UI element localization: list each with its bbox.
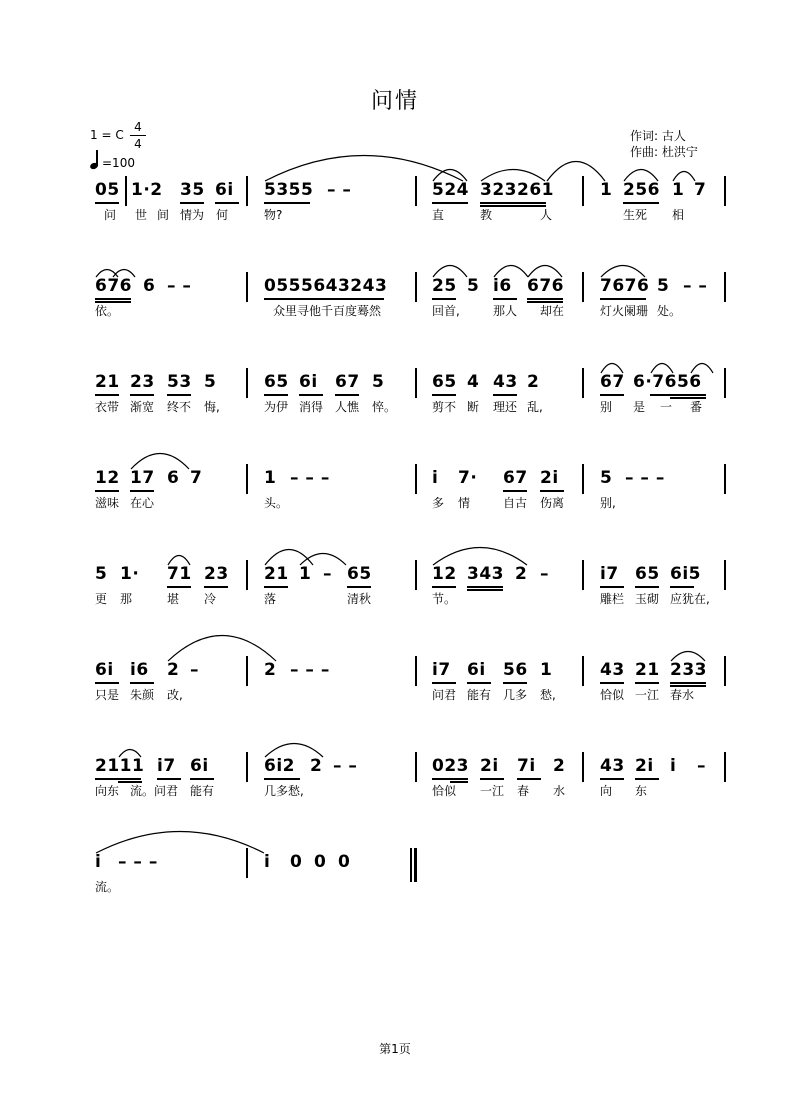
song-title: 问情	[370, 89, 419, 114]
note-group: 7·	[458, 468, 478, 488]
lyric-text: 理还	[493, 400, 518, 414]
slur-mark	[672, 170, 696, 182]
beam-underline	[432, 586, 456, 588]
note-group: 1·2	[131, 180, 163, 200]
note-group: 2i	[480, 756, 499, 776]
note-group: 65	[264, 372, 289, 392]
note-group: 0	[314, 852, 327, 872]
note-group: 323261	[480, 180, 554, 200]
note-group: –	[323, 564, 332, 584]
note-group: i6	[130, 660, 149, 680]
beam-underline	[517, 778, 541, 780]
beam-underline	[635, 778, 659, 780]
note-group: i	[95, 852, 102, 872]
beam-underline	[600, 778, 624, 780]
bar-line	[415, 272, 417, 302]
lyric-text: 雕栏	[600, 592, 625, 606]
bar-line	[724, 560, 726, 590]
note-group: 6	[143, 276, 156, 296]
beam-underline	[215, 202, 239, 204]
note-group: 05	[95, 180, 120, 200]
beam-underline	[95, 394, 119, 396]
beam-underline	[95, 202, 119, 204]
slur-mark	[112, 268, 136, 278]
lyric-text: 更	[95, 592, 108, 606]
lyric-text: 应犹在,	[670, 592, 710, 606]
beam-underline	[264, 586, 288, 588]
score-system	[0, 852, 790, 912]
beam-underline	[467, 682, 491, 684]
bar-line	[415, 752, 417, 782]
key-signature: 1 = C	[90, 128, 124, 142]
tempo-value: =100	[102, 156, 135, 170]
lyric-text: 自古	[503, 496, 528, 510]
lyric-text: 教	[480, 208, 493, 222]
slur-mark	[600, 264, 646, 278]
note-group: 56	[503, 660, 528, 680]
beam-underline	[167, 586, 191, 588]
note-group: 71	[167, 564, 192, 584]
note-group: 35	[180, 180, 205, 200]
beam-underline	[432, 298, 456, 300]
time-signature	[130, 120, 146, 151]
bar-line	[582, 464, 584, 494]
beam-underline	[264, 202, 310, 204]
note-group: 7676	[600, 276, 650, 296]
lyric-text: 别	[600, 400, 613, 414]
lyricist: 作词: 古人	[630, 129, 686, 143]
tempo-marking	[90, 150, 135, 170]
lyric-text: 终不	[167, 400, 192, 414]
note-group: 676	[527, 276, 564, 296]
beam-underline	[299, 394, 323, 396]
beam-underline	[167, 394, 191, 396]
note-group: i6	[493, 276, 512, 296]
slur-mark	[546, 160, 606, 182]
lyric-text: 春	[517, 784, 530, 798]
note-group: 6i2	[264, 756, 295, 776]
lyric-text: 流。问君	[130, 784, 179, 798]
score-system	[0, 660, 790, 720]
time-signature-bottom: 4	[134, 137, 142, 151]
lyric-text: 愁,	[540, 688, 556, 702]
bar-line	[415, 368, 417, 398]
beam-underline	[204, 586, 228, 588]
note-group: 6	[167, 468, 180, 488]
lyric-text: 改,	[167, 688, 183, 702]
lyric-text: 向	[600, 784, 613, 798]
slur-mark	[670, 650, 706, 662]
note-group: 65	[635, 564, 660, 584]
beam-underline	[264, 298, 384, 300]
beam-underline	[670, 682, 706, 684]
note-group: i	[264, 852, 271, 872]
beam-underline	[670, 586, 694, 588]
lyric-text: 流。	[95, 880, 120, 894]
beam-underline	[467, 586, 503, 588]
note-group: 2	[515, 564, 528, 584]
beam-underline	[190, 778, 214, 780]
beam-underline	[130, 682, 154, 684]
lyric-text: 一	[660, 400, 673, 414]
lyric-text: 几多	[503, 688, 528, 702]
note-group: 1	[600, 180, 613, 200]
beam-underline	[95, 298, 131, 300]
note-group: 12	[432, 564, 457, 584]
beam-underline	[480, 778, 504, 780]
slur-mark	[527, 264, 563, 278]
bar-line	[246, 272, 248, 302]
note-group: 5	[467, 276, 480, 296]
slur-mark	[167, 554, 191, 566]
beam-underline	[635, 682, 659, 684]
lyric-text: 消得	[299, 400, 324, 414]
note-group: 2	[527, 372, 540, 392]
lyric-text: 问君	[432, 688, 457, 702]
lyric-text: 间	[157, 208, 170, 222]
lyric-text: 情为	[180, 208, 205, 222]
time-signature-top: 4	[134, 120, 142, 134]
note-group: 65	[432, 372, 457, 392]
bar-line	[724, 368, 726, 398]
note-group: – –	[167, 276, 192, 296]
lyric-text: 别,	[600, 496, 616, 510]
page-number: 第1页	[379, 1042, 411, 1056]
note-group: i7	[157, 756, 176, 776]
note-group: 676	[95, 276, 132, 296]
bar-line	[415, 656, 417, 686]
slur-mark	[600, 362, 624, 374]
note-group: –	[190, 660, 199, 680]
lyric-text: 滋味	[95, 496, 120, 510]
lyric-text: 那人	[493, 304, 518, 318]
note-group: 1	[672, 180, 685, 200]
lyric-text: 那	[120, 592, 133, 606]
note-group: 43	[600, 660, 625, 680]
lyric-text: 冷	[204, 592, 217, 606]
slur-mark	[264, 742, 324, 758]
beam-underline	[95, 490, 119, 492]
beam-underline	[264, 778, 300, 780]
note-group: –	[697, 756, 706, 776]
quarter-note-icon	[90, 150, 100, 170]
lyric-text: 东	[635, 784, 648, 798]
score-system	[0, 372, 790, 432]
note-group: 53	[167, 372, 192, 392]
beam-underline	[480, 202, 546, 204]
bar-line	[415, 560, 417, 590]
note-group: 21	[264, 564, 289, 584]
beam-underline	[432, 394, 456, 396]
lyric-text: 人憔	[335, 400, 360, 414]
bar-line	[724, 272, 726, 302]
bar-line	[582, 368, 584, 398]
lyric-text: 落	[264, 592, 277, 606]
note-group: 5	[600, 468, 613, 488]
lyric-text: 头。	[264, 496, 289, 510]
bar-line	[582, 752, 584, 782]
lyric-text: 几多愁,	[264, 784, 304, 798]
lyric-text: 问	[104, 208, 117, 222]
note-group: 2	[553, 756, 566, 776]
lyric-text: 悴。	[372, 400, 397, 414]
note-group: i	[670, 756, 677, 776]
bar-line	[246, 176, 248, 206]
bar-line	[582, 560, 584, 590]
score-system	[0, 180, 790, 240]
lyric-text: 何	[216, 208, 229, 222]
bar-line	[246, 368, 248, 398]
note-group: 2111	[95, 756, 145, 776]
slur-mark	[95, 830, 265, 854]
lyric-text: 堪	[167, 592, 180, 606]
beam-underline	[130, 394, 154, 396]
lyric-text: 世	[135, 208, 148, 222]
note-group: i7	[432, 660, 451, 680]
slur-mark	[167, 634, 277, 662]
note-group: – –	[327, 180, 352, 200]
bar-line	[724, 656, 726, 686]
beam-underline	[347, 586, 371, 588]
note-group: – – –	[118, 852, 158, 872]
beam-underline	[180, 202, 204, 204]
note-group: 2	[310, 756, 323, 776]
lyric-text: 灯火阑珊	[600, 304, 649, 318]
slur-mark	[299, 552, 347, 566]
lyric-text: 直	[432, 208, 445, 222]
lyric-text: 生死	[623, 208, 648, 222]
note-group: 524	[432, 180, 469, 200]
lyric-text: 恰似	[600, 688, 625, 702]
note-group: 256	[623, 180, 660, 200]
bar-line	[724, 464, 726, 494]
beam-underline	[503, 490, 527, 492]
score-system	[0, 468, 790, 528]
note-group: 17	[130, 468, 155, 488]
note-group: 6i	[215, 180, 234, 200]
beam-underline	[264, 394, 288, 396]
note-group: 43	[493, 372, 518, 392]
lyric-text: 只是	[95, 688, 120, 702]
beam-underline	[467, 589, 503, 591]
note-group: 5	[95, 564, 108, 584]
beam-underline	[635, 586, 659, 588]
lyric-text: 恰似	[432, 784, 457, 798]
lyric-text: 悔,	[204, 400, 220, 414]
beam-underline	[335, 394, 359, 396]
lyric-text: 渐宽	[130, 400, 155, 414]
note-group: 2i	[635, 756, 654, 776]
bar-line	[246, 752, 248, 782]
score-system	[0, 756, 790, 816]
note-group: – –	[333, 756, 358, 776]
beam-underline	[130, 490, 154, 492]
slur-mark	[623, 168, 659, 182]
slur-mark	[432, 264, 468, 278]
note-group: 7i	[517, 756, 536, 776]
note-group: – – –	[290, 468, 330, 488]
lyric-text: 依。	[95, 304, 120, 318]
beam-underline	[95, 778, 141, 780]
lyric-text: 人	[540, 208, 553, 222]
note-group: 6·7656	[633, 372, 702, 392]
lyric-text: 乱,	[527, 400, 543, 414]
lyric-text: 春水	[670, 688, 695, 702]
beam-underline	[95, 682, 119, 684]
beam-underline	[540, 490, 564, 492]
lyric-text: 相	[672, 208, 685, 222]
note-group: 2i	[540, 468, 559, 488]
beam-underline	[600, 586, 624, 588]
lyric-text: 节。	[432, 592, 457, 606]
lyric-text: 多	[432, 496, 445, 510]
beam-underline	[600, 394, 624, 396]
note-group: 6i	[299, 372, 318, 392]
bar-line	[582, 272, 584, 302]
beam-underline	[623, 202, 659, 204]
lyric-text: 一江	[480, 784, 505, 798]
lyric-text: 却在	[540, 304, 565, 318]
note-group: 43	[600, 756, 625, 776]
lyric-text: 能有	[467, 688, 492, 702]
note-group: 67	[503, 468, 528, 488]
beam-underline	[432, 778, 468, 780]
slur-mark	[118, 748, 142, 758]
lyric-text: 衣带	[95, 400, 120, 414]
slur-mark	[432, 546, 528, 566]
note-group: 2	[264, 660, 277, 680]
composer: 作曲: 杜洪宁	[630, 145, 698, 159]
lyric-text: 伤离	[540, 496, 565, 510]
note-group: 21	[635, 660, 660, 680]
bar-line	[246, 560, 248, 590]
note-group: 7	[190, 468, 203, 488]
lyric-text: 玉砌	[635, 592, 660, 606]
note-group: 1	[540, 660, 553, 680]
lyric-text: 情	[458, 496, 471, 510]
slur-mark	[432, 168, 468, 182]
slur-mark	[650, 362, 674, 374]
lyric-text: 断	[467, 400, 480, 414]
beam-underline	[650, 394, 706, 396]
note-group: 0555643243	[264, 276, 388, 296]
beam-underline	[493, 394, 517, 396]
note-group: 5	[204, 372, 217, 392]
beam-underline	[432, 202, 468, 204]
note-group: 6i	[467, 660, 486, 680]
note-group: 2	[167, 660, 180, 680]
note-group: 1·	[120, 564, 140, 584]
note-group: 67	[600, 372, 625, 392]
final-barline-thick	[414, 848, 417, 882]
note-group: – – –	[290, 660, 330, 680]
note-group: 7	[694, 180, 707, 200]
note-group: – – –	[625, 468, 665, 488]
slur-mark	[493, 264, 529, 278]
note-group: 6i	[95, 660, 114, 680]
note-group: i7	[600, 564, 619, 584]
beam-underline	[432, 682, 456, 684]
note-group: – –	[683, 276, 708, 296]
note-group: 6i	[190, 756, 209, 776]
note-group: 65	[347, 564, 372, 584]
beam-underline	[527, 298, 563, 300]
lyric-text: 剪不	[432, 400, 457, 414]
lyric-text: 番	[690, 400, 703, 414]
lyric-text: 是	[633, 400, 646, 414]
note-group: 67	[335, 372, 360, 392]
lyric-text: 众里寻他千百度蓦然	[273, 304, 382, 318]
note-group: 5	[372, 372, 385, 392]
lyric-text: 能有	[190, 784, 215, 798]
note-group: 0	[290, 852, 303, 872]
note-group: 23	[130, 372, 155, 392]
lyric-text: 回首,	[432, 304, 460, 318]
beam-underline	[600, 682, 624, 684]
lyric-text: 向东	[95, 784, 120, 798]
beam-underline	[503, 682, 527, 684]
slur-mark	[130, 452, 190, 470]
bar-line	[724, 176, 726, 206]
bar-line	[125, 176, 127, 206]
note-group: 4	[467, 372, 480, 392]
beam-underline	[157, 778, 181, 780]
note-group: 1	[264, 468, 277, 488]
note-group: 25	[432, 276, 457, 296]
lyric-text: 为伊	[264, 400, 289, 414]
lyric-text: 一江	[635, 688, 660, 702]
final-barline-thin	[410, 848, 412, 882]
credits	[630, 128, 698, 160]
lyric-text: 水	[553, 784, 566, 798]
bar-line	[582, 656, 584, 686]
note-group: 1	[299, 564, 312, 584]
lyric-text: 在心	[130, 496, 155, 510]
lyric-text: 朱颜	[130, 688, 155, 702]
note-group: 233	[670, 660, 707, 680]
bar-line	[724, 752, 726, 782]
score-system	[0, 564, 790, 624]
note-group: 343	[467, 564, 504, 584]
note-group: –	[540, 564, 549, 584]
slur-mark	[690, 362, 714, 374]
note-group: 5	[657, 276, 670, 296]
note-group: 12	[95, 468, 120, 488]
note-group: 5355	[264, 180, 314, 200]
lyric-text: 清秋	[347, 592, 372, 606]
bar-line	[246, 464, 248, 494]
note-group: 0	[338, 852, 351, 872]
slur-mark	[480, 168, 546, 182]
score-system	[0, 276, 790, 336]
note-group: i	[432, 468, 439, 488]
beam-underline	[600, 298, 646, 300]
note-group: 21	[95, 372, 120, 392]
note-group: 023	[432, 756, 469, 776]
lyric-text: 处。	[657, 304, 682, 318]
lyric-text: 物?	[264, 208, 283, 222]
beam-underline	[493, 298, 517, 300]
bar-line	[415, 464, 417, 494]
note-group: 6i5	[670, 564, 701, 584]
note-group: 23	[204, 564, 229, 584]
